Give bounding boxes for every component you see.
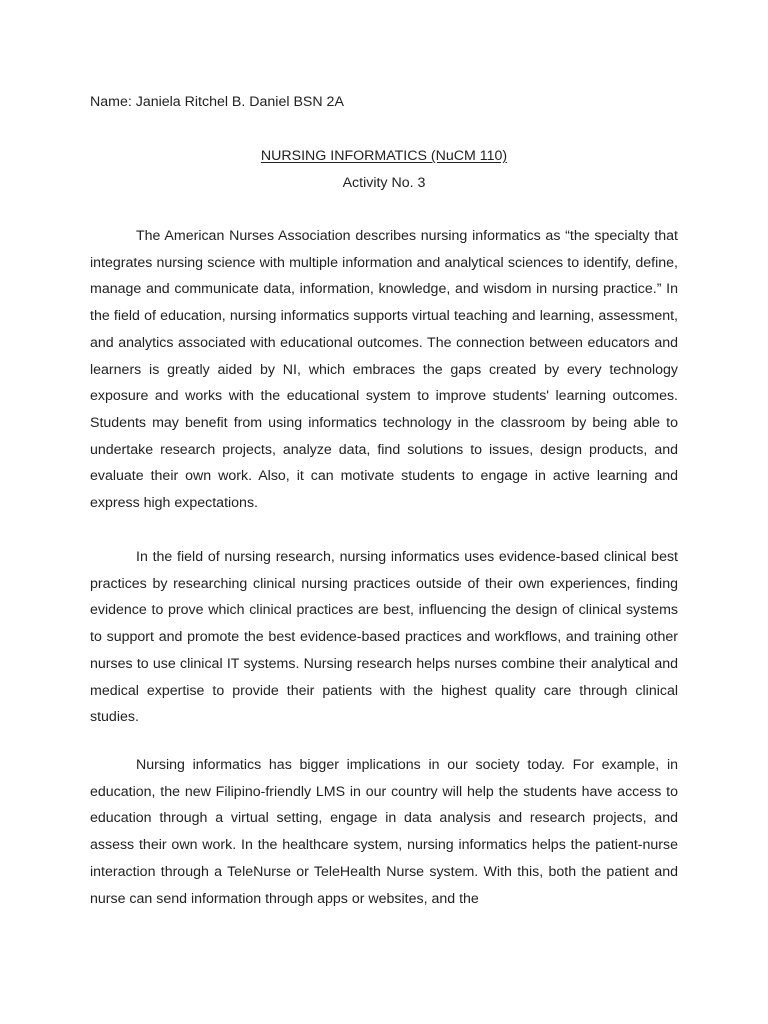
paragraph-education: The American Nurses Association describes nursing informatics as “the specialty that integrates nursing science with multiple information and analytical sciences to identify, define, manage and communicate data, information, knowledge, and wisdom in nursing practice.” In the field of education, nursing informatics supports virtual teaching and learning, assessment, and analytics associated with educational outcomes. The connection between educators and learners is greatly aided by NI, which embraces the gaps created by every technology exposure and works with the educational system to improve students' learning outcomes. Students may benefit from using informatics technology in the classroom by being able to undertake research projects, analyze data, find solutions to issues, design products, and evaluate their own work. Also, it can motivate students to engage in active learning and express high expectations. <box>90 228 678 512</box>
paragraph-implications: Nursing informatics has bigger implications in our society today. For example, in education, the new Filipino-friendly LMS in our country will help the students have access to education through a virtual setting, engage in data analysis and research projects, and assess their own work. In the healthcare system, nursing informatics helps the patient-nurse interaction through a TeleNurse or TeleHealth Nurse system. With this, both the patient and nurse can send information through apps or websites, and the <box>90 757 678 907</box>
paragraph-research: In the field of nursing research, nursing informatics uses evidence-based clinical best practices by researching clinical nursing practices outside of their own experiences, finding evidence to prove which clinical practices are best, influencing the design of clinical systems to support and promote the best evidence-based practices and workflows, and training other nurses to use clinical IT systems. Nursing research helps nurses combine their analytical and medical expertise to provide their patients with the highest quality care through clinical studies. <box>90 549 678 726</box>
activity-number: Activity No. 3 <box>342 175 426 191</box>
course-title: NURSING INFORMATICS (NuCM 110) <box>260 148 508 164</box>
student-name-line: Name: Janiela Ritchel B. Daniel BSN 2A <box>90 94 344 110</box>
